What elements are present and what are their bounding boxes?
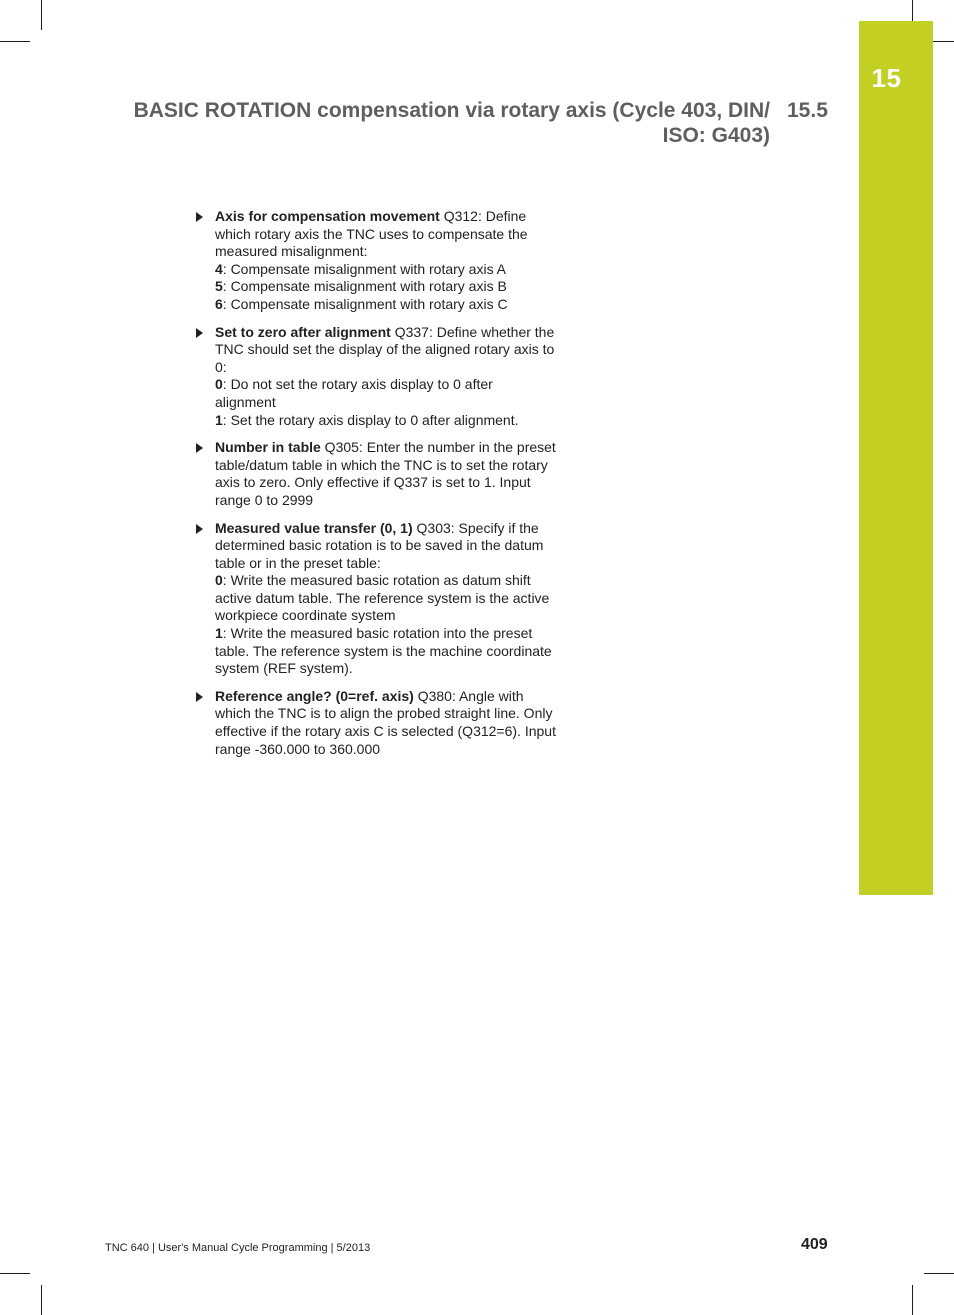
param-label: Number in table xyxy=(215,439,321,456)
crop-mark xyxy=(912,1285,913,1315)
option-text: : Set the rotary axis display to 0 after alignment. xyxy=(222,411,519,428)
option-text: : Compensate misalignment with rotary axis C xyxy=(222,295,508,312)
param-label: Measured value transfer (0, 1) xyxy=(215,519,413,536)
section-title xyxy=(90,98,770,148)
bullet-arrow-icon xyxy=(196,212,203,222)
bullet-arrow-icon xyxy=(196,443,203,453)
option xyxy=(215,625,556,678)
crop-mark xyxy=(924,1273,954,1274)
param-desc: Q305: Enter the number in the preset table/datum table in which the TNC is to set the rotary axis to zero. Only effective if Q337 is set to 1. Input range 0 to 2999 xyxy=(215,439,556,508)
option-text: : Do not set the rotary axis display to 0 after alignment xyxy=(215,376,493,410)
page-number: 409 xyxy=(801,1236,828,1253)
list-item xyxy=(196,324,556,430)
option-text: : Compensate misalignment with rotary axis A xyxy=(222,260,507,277)
parameter-list xyxy=(196,208,556,768)
section-number: 15.5 xyxy=(787,99,828,122)
section-title-line-1: BASIC ROTATION compensation via rotary axis (Cycle 403, DIN/ xyxy=(133,99,770,122)
list-item xyxy=(196,520,556,678)
option-key: 4 xyxy=(215,260,223,277)
option xyxy=(215,412,556,430)
list-item xyxy=(196,688,556,758)
param-desc: Q303: Specify if the determined basic rotation is to be saved in the datum table or in the preset table: xyxy=(215,519,544,571)
bullet-arrow-icon xyxy=(196,524,203,534)
param-label: Axis for compensation movement xyxy=(215,208,440,224)
option-key: 1 xyxy=(215,411,223,428)
option xyxy=(215,278,556,296)
crop-mark xyxy=(0,41,30,42)
crop-mark xyxy=(0,1273,30,1274)
param-desc: Q380: Angle with which the TNC is to align the probed straight line. Only effective if the rotary axis C is selected (Q312=6). Input range -360.000 to 360.000 xyxy=(215,687,556,757)
bullet-arrow-icon xyxy=(196,692,203,702)
option-key: 5 xyxy=(215,278,223,295)
section-title-line-2: ISO: G403) xyxy=(662,124,770,147)
option-key: 1 xyxy=(215,625,223,642)
list-item xyxy=(196,208,556,314)
option xyxy=(215,572,556,625)
option-text: : Write the measured basic rotation as datum shift active datum table. The reference system is the active workpiece coordinate system xyxy=(215,572,550,624)
chapter-tab xyxy=(859,21,933,895)
crop-mark xyxy=(41,1285,42,1315)
option-key: 6 xyxy=(215,295,223,312)
list-item xyxy=(196,439,556,509)
param-desc: Q337: Define whether the TNC should set the display of the aligned rotary axis to 0: xyxy=(215,323,555,375)
param-label: Set to zero after alignment xyxy=(215,323,391,340)
crop-mark xyxy=(41,0,42,30)
option-text: : Write the measured basic rotation into the preset table. The reference system is the machine coordinate system (REF system). xyxy=(215,625,552,677)
option-key: 0 xyxy=(215,376,223,393)
chapter-number: 15 xyxy=(871,63,902,93)
param-label: Reference angle? (0=ref. axis) xyxy=(215,687,414,704)
option xyxy=(215,261,556,279)
footer-text: TNC 640 | User's Manual Cycle Programming | 5/2013 xyxy=(105,1242,371,1254)
option-text: : Compensate misalignment with rotary axis B xyxy=(222,278,507,295)
bullet-arrow-icon xyxy=(196,328,203,338)
param-desc: Q312: Define which rotary axis the TNC uses to compensate the measured misalignment: xyxy=(215,208,528,260)
option xyxy=(215,376,556,411)
option-key: 0 xyxy=(215,572,223,589)
option xyxy=(215,296,556,314)
